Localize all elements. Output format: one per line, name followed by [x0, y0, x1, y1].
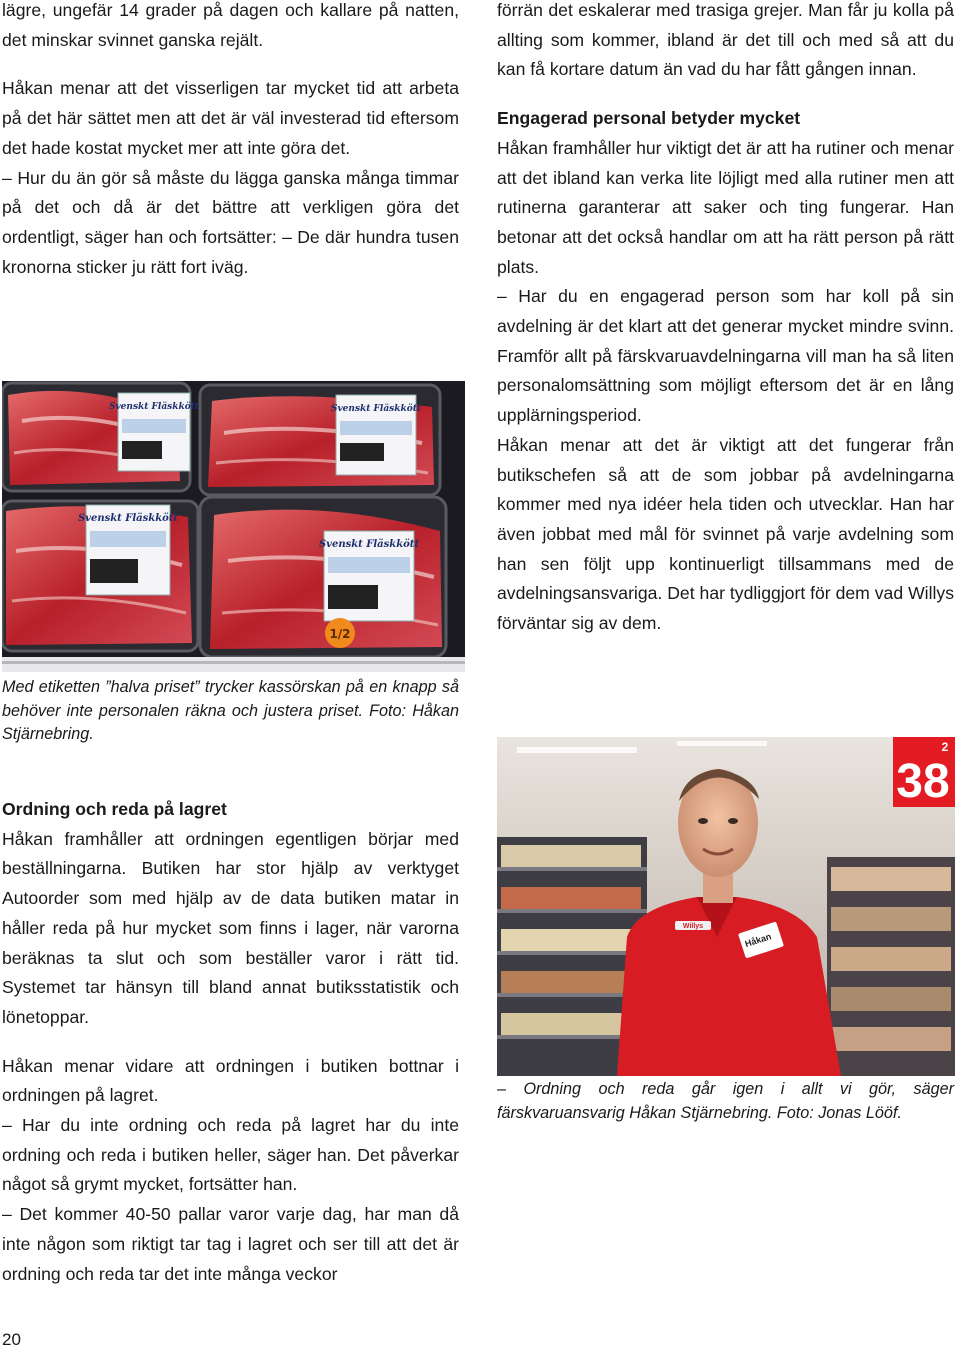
paragraph: Håkan menar vidare att ordningen i butiken bottnar i ordningen på lagret. [2, 1055, 459, 1106]
page-number: 20 [2, 1330, 21, 1349]
price-sign-small-text: 2 [941, 740, 949, 754]
left-column-top [2, 0, 459, 282]
price-sign-text: 38 [896, 755, 950, 808]
section-heading: Ordning och reda på lagret [2, 799, 227, 819]
pack-label [78, 505, 178, 595]
meat-packages-illustration [2, 381, 465, 672]
right-column [497, 0, 954, 639]
left-column-bottom [2, 795, 459, 1289]
caption-text: – Ordning och reda går igen i allt vi gör, säger färskvaruansvarig Håkan Stjärnebring. Foto: Jonas Lööf. [497, 1080, 954, 1122]
paragraph: Håkan framhåller hur viktigt det är att ha rutiner och menar att det ibland kan verka lite löjligt med alla rutiner men att rutinerna garanterar att saker och ting fungerar. Han betonar att det också handlar om att ha rätt person på rätt plats. [497, 137, 954, 277]
hakan-portrait-illustration [497, 737, 955, 1076]
paragraph: förrän det eskalerar med trasiga grejer. Man får ju kolla på allting som kommer, ibland är det till och med så att du kan få kortare datum än vad du har fått gången innan. [497, 0, 954, 80]
pack-label-text: Svenskt Fläskkött [330, 404, 422, 414]
pack-label [331, 395, 422, 475]
paragraph: – Har du en engagerad person som har koll på sin avdelning är det klart att det generar mycket mindre svinn. Framför allt på färskvaruavdelningarna vill man ha så liten personalomsättning som möjligt eftersom det är en lång upplärningsperiod. [497, 286, 954, 426]
pack-label [319, 531, 419, 621]
photo-caption-1 [2, 676, 459, 747]
paragraph: lägre, ungefär 14 grader på dagen och kallare på natten, det minskar svinnet ganska rejält. [2, 0, 459, 50]
pack-label-text: Svenskt Fläskkött [77, 513, 179, 524]
paragraph: Håkan menar att det är viktigt att det fungerar från butikschefen så att de som jobbar på avdelningarna kommer med nya idéer hela tiden och utvecklar. Han har även jobbat med mål för svinnet på varje avdelning som han sen följt upp kontinuerligt tillsammans med de avdelningsansvariga. Det har tydliggjort för dem vad Willys förväntar sig av dem. [497, 434, 954, 634]
pack-label-text: Svenskt Fläskkött [108, 402, 200, 412]
paragraph: – Hur du än gör så måste du lägga ganska många timmar på det och då är det bättre att verkligen göra det ordentligt, säger han och fortsätter: – De där hundra tusen kronorna sticker ju rätt fort iväg. [2, 167, 459, 277]
section-heading: Engagerad personal betyder mycket [497, 108, 801, 129]
photo-caption-2 [497, 1078, 954, 1125]
paragraph: Håkan framhåller att ordningen egentligen börjar med beställningarna. Butiken har stor hjälp av verktyget Autoorder som med hjälp av de data butiken matar in håller reda på hur mycket som finns i lager, när varorna beräknas ta slut och som beställer varor i rätt tid. Systemet tar hänsyn till bland annat butiksstatistik och lönetoppar. [2, 828, 459, 1027]
meat-packages-photo [2, 381, 465, 672]
hakan-portrait-photo [497, 737, 955, 1076]
pack-label-text: Svenskt Fläskkött [318, 539, 420, 550]
paragraph: Håkan menar att det visserligen tar mycket tid att arbeta på det här sättet men att det är väl investerad tid eftersom det hade kostat mycket mer att inte göra det. [2, 78, 459, 158]
name-badge-text: Håkan [743, 931, 773, 950]
half-price-sticker-text: 1/2 [329, 627, 351, 641]
paragraph: – Det kommer 40-50 pallar varor varje dag, har man då inte någon som riktigt tar tag i lagret och ser till att det är ordning och reda tar det inte många veckor [2, 1204, 459, 1284]
paragraph: – Har du inte ordning och reda på lagret har du inte ordning och reda i butiken heller, säger han. Det påverkar något så grymt mycket, fortsätter han. [2, 1115, 459, 1195]
pack-label [109, 393, 200, 471]
willys-logo-text: Willys [682, 923, 704, 930]
caption-text: Med etiketten ”halva priset” trycker kassörskan på en knapp så behöver inte personalen räkna och justera priset. Foto: Håkan Stjärnebring. [2, 678, 459, 743]
